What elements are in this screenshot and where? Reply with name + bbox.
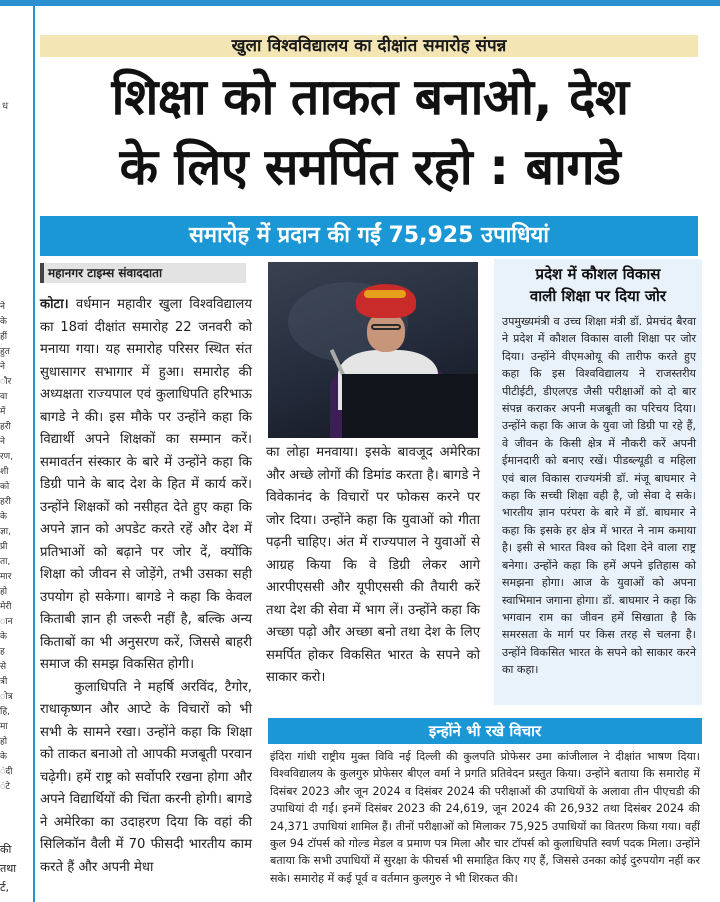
margin-fragment: वा [0,392,8,402]
turban-band [364,290,406,298]
box-heading: इन्होंने भी रखे विचार [268,718,702,744]
margin-fragment: ान [0,617,13,627]
margin-fragment: ने [0,437,5,447]
margin-fragment: हो [0,587,8,597]
margin-fragment: में [0,407,6,417]
subheadline: समारोह में प्रदान की गईं 75,925 उपाधियां [189,223,549,248]
margin-fragment: के [0,512,7,522]
margin-fragment: हरी [0,422,11,432]
article-paragraph-1 [40,294,252,677]
sidebar-heading-line-2: वाली शिक्षा पर दिया जोर [529,287,667,305]
headline-line-1: शिक्षा को ताकत बनाओ, देश [111,68,629,126]
margin-fragment: हुत [0,347,10,357]
margin-fragment: ोत्र [0,692,13,702]
sidebar-heading [494,263,702,307]
sidebar-heading-line-1: प्रदेश में कौशल विकास [535,265,661,283]
margin-fragment: ौर [0,377,12,387]
margin-fragment: के [0,632,7,642]
margin-fragment: त्री [0,677,8,687]
governor-speaking-photo [268,262,478,438]
speaker-face [367,312,405,352]
margin-fragment: के [0,317,7,327]
margin-fragment: मार [0,572,12,582]
byline: महानगर टाइम्स संवाददाता [48,266,163,280]
margin-tail-fragment: र्ट, [0,881,10,894]
spectacles [371,324,401,330]
kicker [40,35,698,57]
headline-line-2: के लिए समर्पित रहो : बागडे [119,138,621,196]
margin-fragment: रण, [0,452,14,462]
left-margin-marker: ध [2,101,11,112]
margin-fragment: ह [0,647,5,657]
margin-fragment: ने [0,302,5,312]
margin-fragment: ंटे [0,782,10,792]
box-body: इंदिरा गांधी राष्ट्रीय मुक्त विवि नई दिल्ली की कुलपति प्रोफेसर उमा कांजीलाल ने दीक्षांत भाषण दिया। विश्वविद्यालय के कुलगुरु प्रोफेसर बीएल वर्मा ने प्रगति प्रतिवेदन प्रस्तुत किया। उन्होंने बताया कि समारोह में दिसंबर 2023 और जून 2024 व दिसंबर 2024 की परीक्षाओं की उपाधियों के अलावा तीन पीएचडी की उपाधियां दी गईं। इनमें दिसंबर 2023 की 24,619, जून 2024 की 26,932 तथा दिसंबर 2024 की 24,371 उपाधियां शामिल हैं। तीनों परीक्षाओं को मिलाकर 75,925 उपाधियों का वितरण किया गया। वहीं कुल 94 टॉपर्स को गोल्ड मेडल व प्रमाण पत्र मिला और चार टॉपर्स को कुलाधिपति स्वर्ण पदक मिला। उन्होंने बताया कि सभी उपाधियों में सुरक्षा के फीचर्स भी समाहित किए गए हैं, जिससे उनका कोई दुरुपयोग नहीं कर सके। समारोह में कई पूर्व व वर्तमान कुलगुरु ने भी शिरकत की। [270,750,700,885]
margin-fragment: मेरी [0,602,12,612]
margin-tail-fragment: तथा [0,862,17,875]
margin-fragment: हो [0,737,8,747]
podium [342,374,478,438]
margin-fragment: शी [0,467,9,477]
margin-fragment: से [0,662,7,672]
adjacent-article-fragment [0,300,14,795]
margin-fragment: हीं [0,332,8,342]
margin-fragment: प्री [0,542,8,552]
article-column-1 [40,294,252,879]
adjacent-article-tail [0,840,30,897]
margin-fragment: ंदी [0,767,13,777]
margin-fragment: के [0,752,7,762]
headline [40,62,700,202]
margin-fragment: हि, [0,707,10,717]
column-rule [33,6,35,902]
margin-fragment: को [0,482,10,492]
article-paragraph-2: कुलाधिपति ने महर्षि अरविंद, टैगोर, राधाकृष्णन और आप्टे के विचारों को भी सभी के सामने रखा। उन्होंने कहा कि शिक्षा को ताकत बनाओ तो आपकी मजबूती परवान चढ़ेगी। हमें राष्ट्र को सर्वोपरि रखना होगा और अपने विद्यार्थियों की चिंता करनी होगी। बागडे ने अमेरिका का उदाहरण दिया कि वहां की सिलिकॉन वैली में 70 फीसदी भारतीय काम करते हैं और अपनी मेधा [40,679,252,875]
margin-fragment: मा [0,722,8,732]
margin-tail-fragment: की [0,843,12,856]
margin-fragment: ने [0,362,5,372]
top-rule [0,0,720,6]
article-column-2 [266,442,480,690]
kicker-text: खुला विश्वविद्यालय का दीक्षांत समारोह संपन्न [231,36,507,56]
dateline: कोटा। [40,297,69,312]
article-paragraph-3: का लोहा मनवाया। इसके बावजूद अमेरिका और अच्छे लोगों की डिमांड करता है। बागडे ने विवेकानंद के विचारों पर फोकस करने पर जोर दिया। उन्होंने कहा कि युवाओं को गीता पढ़नी चाहिए। अंत में राज्यपाल ने युवाओं से आग्रह किया कि वे डिग्री लेकर आगे आरपीएससी और यूपीएससी की तैयारी करें तथा देश की सेवा में भाग लें। उन्होंने कहा कि अच्छा पढ़ो और अच्छा बनो तथा देश के लिए समर्पित होकर विकसित भारत के सपने को साकार करो। [266,445,480,685]
article-text-1: वर्धमान महावीर खुला विश्वविद्यालय का 18वां दीक्षांत समारोह 22 जनवरी को मनाया गया। यह समारोह परिसर स्थित संत सुधासागर सभागार में हुआ। समारोह की अध्यक्षता राज्यपाल एवं कुलाधिपति हरिभाऊ बागडे ने की। इस मौके पर उन्होंने कहा कि विद्यार्थी अपने शिक्षकों का सम्मान करें। समावर्तन संस्कार के बारे में उन्होंने कहा कि डिग्री पाने के बाद देश के हित में कार्य करें। उन्होंने शिक्षकों को नसीहत देते हुए कहा कि अपने ज्ञान को अपडेट करते रहें और देश में प्रतिभाओं को बढ़ाने पर जोर दें, क्योंकि शिक्षा को जीवन से जोड़ेंगे, तभी उसका सही उपयोग हो सकेगा। बागडे ने कहा कि केवल किताबी ज्ञान ही जरूरी नहीं है, बल्कि अन्य किताबों का भी अनुसरण करें, जिससे बाहरी समाज की समझ विकसित होगी। [40,297,252,672]
sidebar-body: उपमुख्यमंत्री व उच्च शिक्षा मंत्री डॉ. प्रेमचंद बैरवा ने प्रदेश में कौशल विकास वाली शिक्षा पर जोर दिया। उन्होंने वीएमओयू की तारीफ करते हुए कहा कि इस विश्वविद्यालय ने राजस्तरीय पीटीईटी, डीएलएड जैसी परीक्षाओं को दो बार संपन्न कराकर अपनी मजबूती का परिचय दिया। उन्होंने कहा कि आज के युवा जो डिग्री पा रहे हैं, वे जीवन के किसी क्षेत्र में नौकरी करें अपनी ईमानदारी को बनाए रखें। पीडब्ल्यूडी व महिला एवं बाल विकास राज्यमंत्री डॉ. मंजू बाघमार ने कहा कि सच्ची शिक्षा वही है, जो सेवा दे सके। भारतीय ज्ञान परंपरा के बारे में डॉ. बाघमार ने कहा कि इसके हर क्षेत्र में भारत ने नाम कमाया है। इसी से भारत विश्व को दिशा देने वाला राष्ट्र बनेगा। उन्होंने कहा कि हमें अपने इतिहास को समझना होगा। आज के युवाओं को अपना स्वाभिमान जगाना होगा। डॉ. बाघमार ने कहा कि भगवान राम का जीवन हमें सिखाता है कि समरसता के मार्ग पर किस तरह से चलना है। उन्होंने विकसित भारत के सपने को साकार करने का कहा। [502,315,696,677]
margin-fragment: ज्ञा, [0,527,11,537]
margin-fragment: ता, [0,557,11,567]
margin-fragment: हरी [0,497,11,507]
